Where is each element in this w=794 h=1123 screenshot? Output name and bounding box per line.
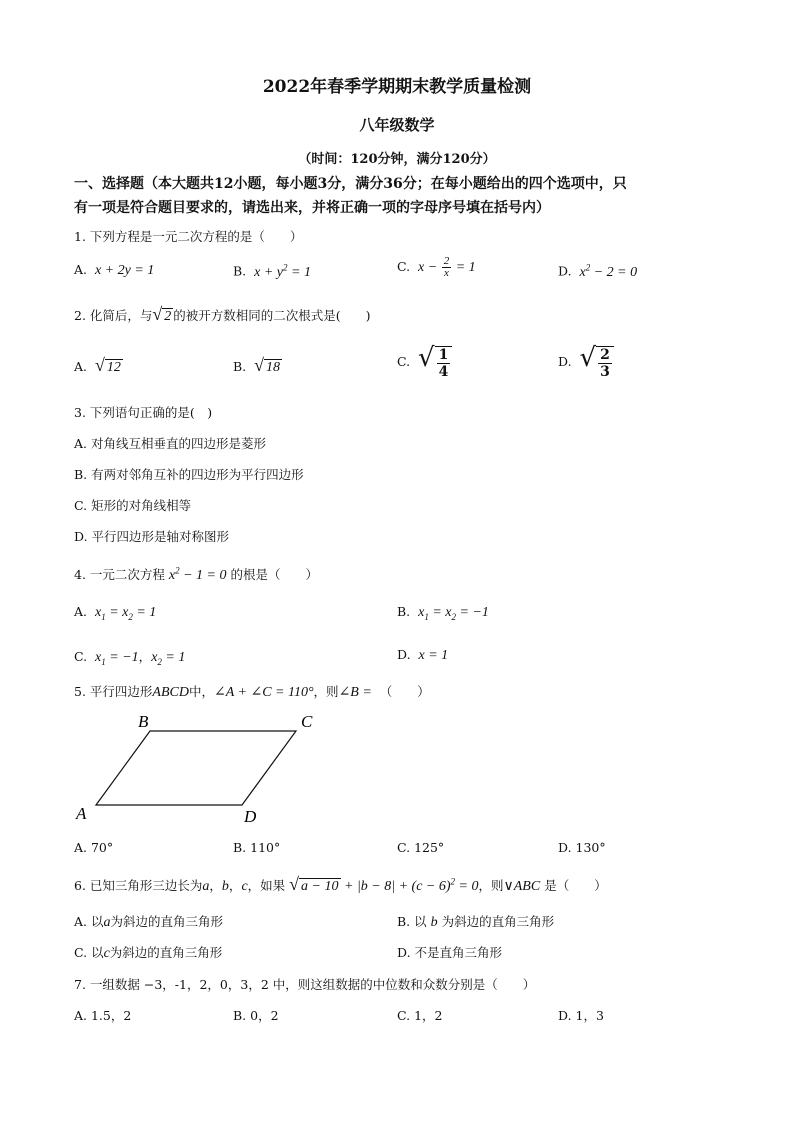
- question-4-option-d: D. x = 1: [397, 647, 449, 663]
- question-6-option-a: A. 以a为斜边的直角三角形: [74, 914, 223, 930]
- question-5-option-b: B. 110°: [233, 840, 281, 855]
- section-heading-line2: 有一项是符合题目要求的，请选出来，并将正确一项的字母序号填在括号内）: [74, 200, 550, 216]
- parallelogram-figure: [74, 708, 334, 830]
- page-subtitle: 八年级数学: [359, 116, 435, 134]
- question-4-option-c: C. $x_1 = -1$，$x_2 = 1$: [74, 649, 186, 667]
- question-1-option-d: D. $x^2 - 2 = 0$: [558, 262, 638, 280]
- question-2-option-a: A. √ 12: [74, 355, 121, 375]
- question-4-option-a: A. $x_1 = x_2 = 1$: [74, 604, 157, 622]
- section-heading-line1: 一、选择题（本大题共12小题，每小题3分，满分36分；在每小题给出的四个选项中，只: [74, 176, 627, 192]
- question-2-stem: 2. 化简后，与√ 2 的被开方数相同的二次根式是( ): [74, 304, 371, 324]
- parallelogram-shape: [96, 731, 296, 805]
- question-6-option-c: C. 以c为斜边的直角三角形: [74, 945, 223, 961]
- question-2-option-b: B. √ 18: [233, 355, 281, 375]
- question-3-stem: 3. 下列语句正确的是( ): [74, 405, 213, 420]
- question-2-option-d: D. √ $\frac{2}{3}$: [558, 343, 614, 380]
- question-3-option-d: D. 平行四边形是轴对称图形: [74, 529, 230, 544]
- page-title: 2022年春季学期期末教学质量检测: [262, 77, 532, 97]
- question-7-option-d: D. 1，3: [558, 1008, 604, 1023]
- question-6-stem: 6. 已知三角形三边长为a，b，c，如果 √ $a - 10 + |b - 8| + (c - 6)^2 = 0$，则∨ABC 是（ ）: [74, 874, 607, 894]
- question-7-option-a: A. 1.5，2: [74, 1008, 132, 1023]
- question-2-option-c: C. √ $\frac{1}{4}$: [397, 343, 452, 380]
- question-6-option-b: B. 以 b 为斜边的直角三角形: [397, 914, 555, 930]
- exam-info: （时间：120分钟，满分120分）: [298, 152, 496, 167]
- question-5-option-d: D. 130°: [558, 840, 606, 855]
- question-5-option-a: A. 70°: [74, 840, 114, 855]
- question-4-stem: 4. 一元二次方程 $x^2 - 1 = 0$ 的根是（ ）: [74, 565, 319, 583]
- question-7-option-c: C. 1，2: [397, 1008, 443, 1023]
- question-1-option-c: C. x − $\frac{2}{x}$ = 1: [397, 255, 476, 279]
- vertex-label-a: A: [76, 804, 87, 823]
- question-1-option-a: A. x + 2y = 1: [74, 262, 155, 278]
- question-5-stem: 5. 平行四边形ABCD中，∠A + ∠C = 110°，则∠B = （ ）: [74, 684, 430, 700]
- question-1-stem: 1. 下列方程是一元二次方程的是（ ）: [74, 229, 303, 244]
- question-4-option-b: B. $x_1 = x_2 = -1$: [397, 604, 489, 622]
- question-7-stem: 7. 一组数据 −3，-1，2，0，3，2 中，则这组数据的中位数和众数分别是（ ）: [74, 977, 536, 992]
- question-5-option-c: C. 125°: [397, 840, 445, 855]
- question-3-option-a: A. 对角线互相垂直的四边形是菱形: [74, 436, 266, 451]
- question-6-option-d: D. 不是直角三角形: [397, 945, 503, 960]
- question-1-option-b: B. $x + y^2 = 1$: [233, 262, 311, 280]
- vertex-label-c: C: [301, 712, 313, 731]
- vertex-label-d: D: [244, 807, 257, 826]
- vertex-label-b: B: [138, 712, 149, 731]
- question-7-option-b: B. 0，2: [233, 1008, 279, 1023]
- question-3-option-b: B. 有两对邻角互补的四边形为平行四边形: [74, 467, 304, 482]
- question-3-option-c: C. 矩形的对角线相等: [74, 498, 192, 513]
